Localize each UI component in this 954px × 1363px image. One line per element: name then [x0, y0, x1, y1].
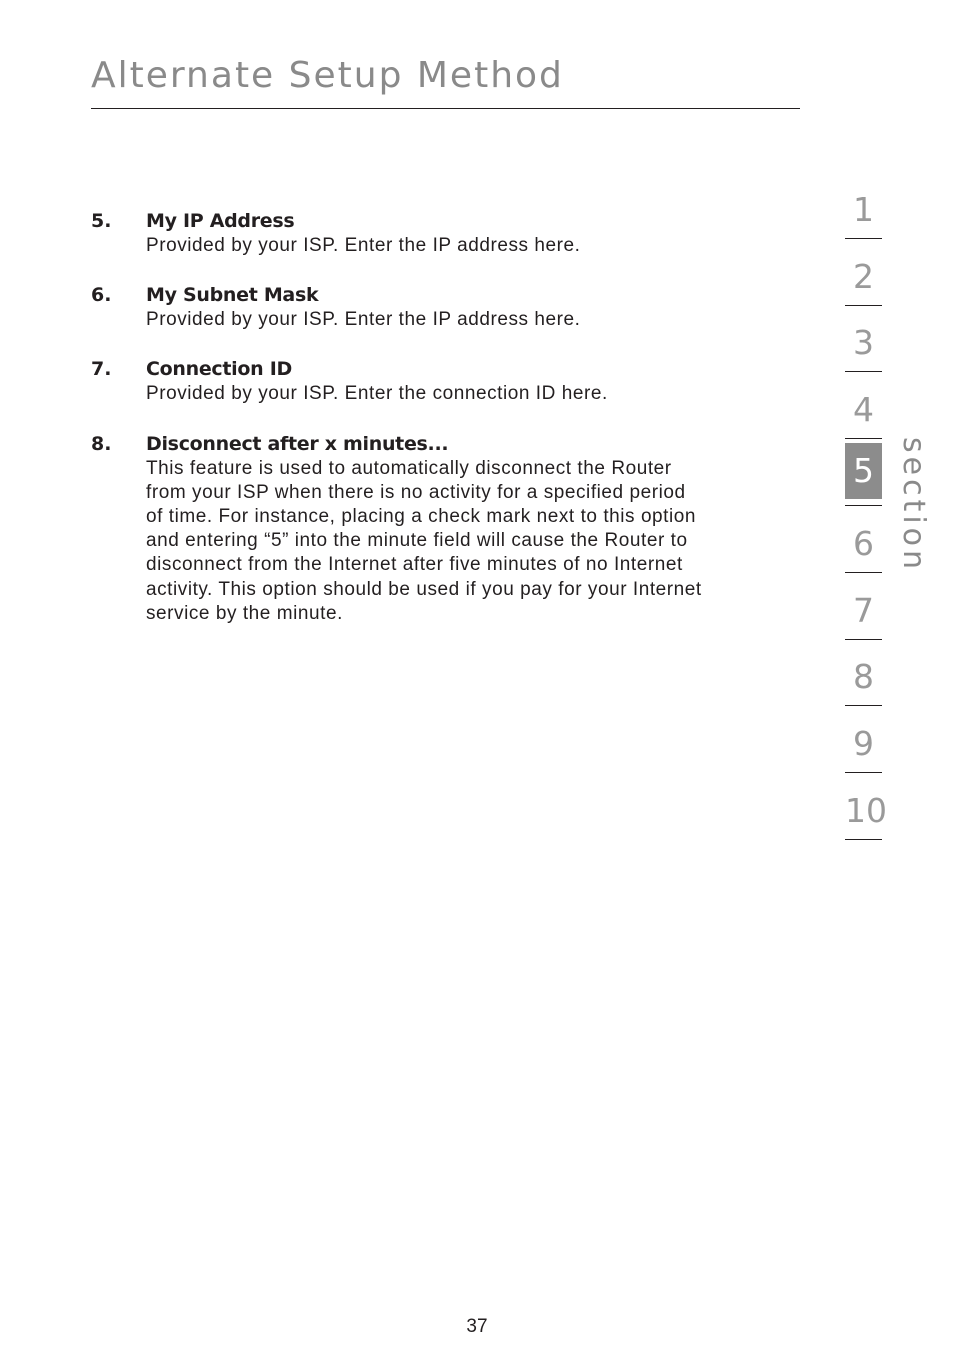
- page-title: Alternate Setup Method: [91, 55, 564, 96]
- section-label: section: [896, 437, 931, 574]
- item-heading: Connection ID: [146, 358, 292, 381]
- description-line: Provided by your ISP. Enter the IP address here.: [146, 309, 581, 331]
- section-tab-6[interactable]: [845, 506, 882, 573]
- section-tab-10[interactable]: [845, 773, 887, 840]
- list-item: [91, 431, 791, 626]
- section-number: 10: [845, 790, 887, 830]
- section-tab-1[interactable]: [845, 172, 882, 239]
- section-number: 8: [853, 657, 874, 697]
- section-number: 6: [853, 523, 874, 563]
- page-number: 37: [466, 1316, 488, 1337]
- item-description: [146, 457, 796, 626]
- list-item: [91, 282, 791, 332]
- description-line: Provided by your ISP. Enter the connection ID here.: [146, 383, 608, 405]
- description-line: service by the minute.: [146, 602, 343, 624]
- section-number: 4: [853, 390, 874, 430]
- item-heading: My Subnet Mask: [146, 284, 319, 307]
- description-line: and entering “5” into the minute field will cause the Router to: [146, 530, 688, 552]
- item-number: 6.: [91, 284, 112, 307]
- item-number: 7.: [91, 358, 112, 381]
- item-heading: My IP Address: [146, 210, 295, 232]
- description-line: This feature is used to automatically disconnect the Router: [146, 457, 672, 479]
- item-description: [146, 308, 796, 332]
- item-description: [146, 234, 796, 258]
- section-number: 9: [853, 724, 874, 764]
- title-divider: [91, 108, 800, 109]
- section-nav: [845, 172, 887, 840]
- section-tab-8[interactable]: [845, 640, 882, 707]
- item-description: [146, 382, 796, 406]
- description-line: from your ISP when there is no activity for a specified period: [146, 481, 686, 503]
- section-number: 1: [853, 189, 874, 229]
- description-line: Provided by your ISP. Enter the IP address here.: [146, 235, 581, 256]
- section-number: 7: [853, 590, 874, 630]
- section-number: 3: [853, 323, 874, 363]
- section-tab-2[interactable]: [845, 239, 882, 306]
- item-number: 8.: [91, 432, 112, 455]
- description-line: of time. For instance, placing a check mark next to this option: [146, 506, 697, 528]
- section-tab-3[interactable]: [845, 306, 882, 373]
- section-tab-4[interactable]: [845, 372, 882, 439]
- instruction-list: [91, 208, 791, 650]
- section-tab-7[interactable]: [845, 573, 882, 640]
- item-number: 5.: [91, 210, 112, 232]
- description-line: disconnect from the Internet after five minutes of no Internet: [146, 554, 683, 576]
- section-tab-5-active[interactable]: [845, 439, 882, 506]
- item-heading: Disconnect after x minutes...: [146, 432, 449, 455]
- description-line: activity. This option should be used if you pay for your Internet: [146, 578, 702, 600]
- section-number: 5: [845, 443, 882, 499]
- section-number: 2: [853, 256, 874, 296]
- list-item: [91, 356, 791, 406]
- list-item: [91, 208, 791, 258]
- section-tab-9[interactable]: [845, 706, 882, 773]
